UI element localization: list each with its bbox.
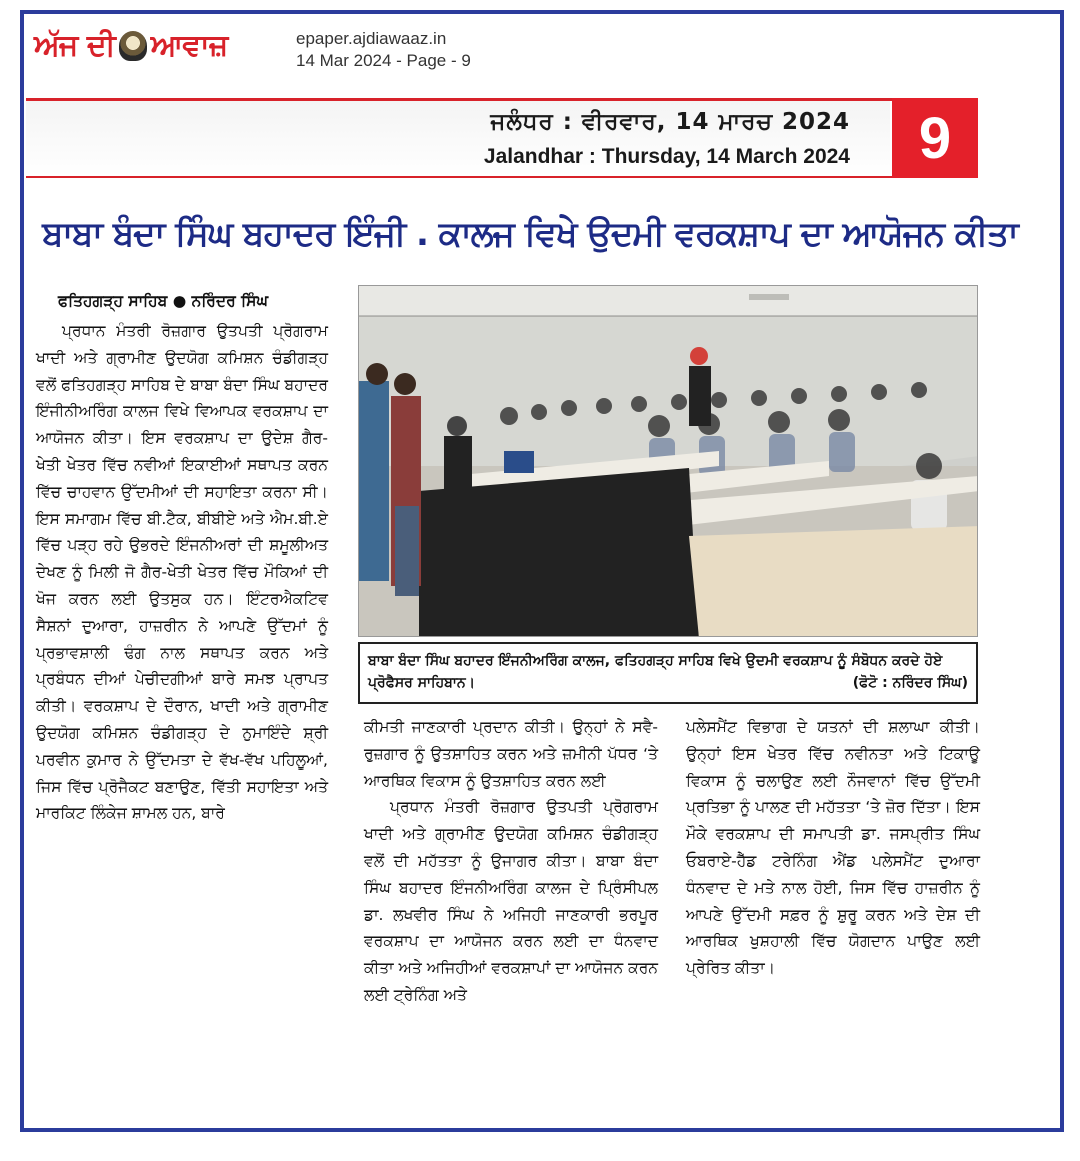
dateline-punjabi: ਜਲੰਧਰ : ਵੀਰਵਾਰ, 14 ਮਾਰਚ 2024	[490, 109, 850, 135]
column-2-text-b: ਪ੍ਰਧਾਨ ਮੰਤਰੀ ਰੋਜ਼ਗਾਰ ਉਤਪਤੀ ਪ੍ਰੋਗਰਾਮ ਖਾਦੀ ਅਤੇ ਗ੍ਰਾਮੀਣ ਉਦਯੋਗ ਕਮਿਸ਼ਨ ਚੰਡੀਗੜ੍ਹ ਵਲੋਂ ਦੀ ਮਹੱਤਤਾ ਨੂੰ ਉਜਾਗਰ ਕੀਤਾ। ਬਾਬਾ ਬੰਦਾ ਸਿੰਘ ਬਹਾਦਰ ਇੰਜਨੀਅਰਿੰਗ ਕਾਲਜ ਦੇ ਪ੍ਰਿੰਸੀਪਲ ਡਾ. ਲਖਵੀਰ ਸਿੰਘ ਨੇ ਅਜਿਹੀ ਜਾਣਕਾਰੀ ਭਰਪੂਰ ਵਰਕਸ਼ਾਪ ਦਾ ਆਯੋਜਨ ਕਰਨ ਲਈ ਦਾ ਧੰਨਵਾਦ ਕੀਤਾ ਅਤੇ ਅਜਿਹੀਆਂ ਵਰਕਸ਼ਾਪਾਂ ਦਾ ਆਯੋਜਨ ਕਰਨ ਲਈ ਟ੍ਰੇਨਿੰਗ ਅਤੇ	[364, 798, 658, 1004]
source-date: 14 Mar 2024 - Page - 9	[296, 51, 471, 70]
logo-text-right: ਆਵਾਜ਼	[150, 28, 228, 63]
dateline-band	[26, 98, 978, 178]
dateline-english: Jalandhar : Thursday, 14 March 2024	[483, 145, 850, 168]
newspaper-logo[interactable]	[34, 28, 227, 63]
logo-text-left: ਅੱਜ ਦੀ	[34, 28, 115, 63]
caption-text: ਬਾਬਾ ਬੰਦਾ ਸਿੰਘ ਬਹਾਦਰ ਇੰਜਨੀਅਰਿੰਗ ਕਾਲਜ, ਫਤਿਹਗੜ੍ਹ ਸਾਹਿਬ ਵਿਖੇ ਉਦਮੀ ਵਰਕਸ਼ਾਪ ਨੂੰ ਸੰਬੋਧਨ ਕਰਦੇ ਹੋਏ ਪ੍ਰੋਫੈਸਰ ਸਾਹਿਬਾਨ।	[368, 653, 943, 691]
page-number-badge: 9	[892, 98, 978, 178]
article-column-2	[364, 714, 658, 1009]
article-headline: ਬਾਬਾ ਬੰਦਾ ਸਿੰਘ ਬਹਾਦਰ ਇੰਜੀ . ਕਾਲਜ ਵਿਖੇ ਉਦਮੀ ਵਰਕਸ਼ਾਪ ਦਾ ਆਯੋਜਨ ਕੀਤਾ	[42, 214, 1018, 254]
source-url[interactable]: epaper.ajdiawaaz.in	[296, 29, 447, 48]
photo-credit: (ਫੋਟੋ : ਨਰਿੰਦਰ ਸਿੰਘ)	[852, 675, 968, 691]
photo-caption	[358, 642, 978, 704]
column-3-text: ਪਲੇਸਮੈਂਟ ਵਿਭਾਗ ਦੇ ਯਤਨਾਂ ਦੀ ਸ਼ਲਾਘਾ ਕੀਤੀ। ਉਨ੍ਹਾਂ ਇਸ ਖੇਤਰ ਵਿੱਚ ਨਵੀਨਤਾ ਅਤੇ ਟਿਕਾਊ ਵਿਕਾਸ ਨੂੰ ਚਲਾਉਣ ਲਈ ਨੌਜਵਾਨਾਂ ਵਿੱਚ ਉੱਦਮੀ ਪ੍ਰਤਿਭਾ ਨੂੰ ਪਾਲਣ ਦੀ ਮਹੱਤਤਾ ‘ਤੇ ਜ਼ੋਰ ਦਿੱਤਾ। ਇਸ ਮੌਕੇ ਵਰਕਸ਼ਾਪ ਦੀ ਸਮਾਪਤੀ ਡਾ. ਜਸਪ੍ਰੀਤ ਸਿੰਘ ਓਬਰਾਏ-ਹੈੱਡ ਟਰੇਨਿੰਗ ਐਂਡ ਪਲੇਸਮੈਂਟ ਦੁਆਰਾ ਧੰਨਵਾਦ ਦੇ ਮਤੇ ਨਾਲ ਹੋਈ, ਜਿਸ ਵਿੱਚ ਹਾਜ਼ਰੀਨ ਨੂੰ ਆਪਣੇ ਉੱਦਮੀ ਸਫ਼ਰ ਨੂੰ ਸ਼ੁਰੂ ਕਰਨ ਅਤੇ ਦੇਸ਼ ਦੀ ਆਰਥਿਕ ਖੁਸ਼ਹਾਲੀ ਵਿੱਚ ਯੋਗਦਾਨ ਪਾਉਣ ਲਈ ਪ੍ਰੇਰਿਤ ਕੀਤਾ।	[686, 718, 980, 978]
article-byline: ਫਤਿਹਗੜ੍ਹ ਸਾਹਿਬ ● ਨਰਿੰਦਰ ਸਿੰਘ	[58, 292, 269, 310]
classroom-photo-illustration	[359, 286, 978, 637]
article-column-3	[686, 714, 980, 982]
bird-emblem-icon	[119, 31, 147, 61]
column-2-text-a: ਕੀਮਤੀ ਜਾਣਕਾਰੀ ਪ੍ਰਦਾਨ ਕੀਤੀ। ਉਨ੍ਹਾਂ ਨੇ ਸਵੈ-ਰੁਜ਼ਗਾਰ ਨੂੰ ਉਤਸ਼ਾਹਿਤ ਕਰਨ ਅਤੇ ਜ਼ਮੀਨੀ ਪੱਧਰ ‘ਤੇ ਆਰਥਿਕ ਵਿਕਾਸ ਨੂੰ ਉਤਸ਼ਾਹਿਤ ਕਰਨ ਲਈ	[364, 718, 658, 790]
column-1-text: ਪ੍ਰਧਾਨ ਮੰਤਰੀ ਰੋਜ਼ਗਾਰ ਉਤਪਤੀ ਪ੍ਰੋਗਰਾਮ ਖਾਦੀ ਅਤੇ ਗ੍ਰਾਮੀਣ ਉਦਯੋਗ ਕਮਿਸ਼ਨ ਚੰਡੀਗੜ੍ਹ ਵਲੋਂ ਫਤਿਹਗੜ੍ਹ ਸਾਹਿਬ ਦੇ ਬਾਬਾ ਬੰਦਾ ਸਿੰਘ ਬਹਾਦਰ ਇੰਜੀਨੀਅਰਿੰਗ ਕਾਲਜ ਵਿਖੇ ਵਿਆਪਕ ਵਰਕਸ਼ਾਪ ਦਾ ਆਯੋਜਨ ਕੀਤਾ। ਇਸ ਵਰਕਸ਼ਾਪ ਦਾ ਉਦੇਸ਼ ਗੈਰ-ਖੇਤੀ ਖੇਤਰ ਵਿੱਚ ਨਵੀਆਂ ਇਕਾਈਆਂ ਸਥਾਪਤ ਕਰਨ ਵਿੱਚ ਚਾਹਵਾਨ ਉੱਦਮੀਆਂ ਦੀ ਸਹਾਇਤਾ ਕਰਨਾ ਸੀ। ਇਸ ਸਮਾਗਮ ਵਿੱਚ ਬੀ.ਟੈਕ, ਬੀਬੀਏ ਅਤੇ ਐਮ.ਬੀ.ਏ ਵਿੱਚ ਪੜ੍ਹ ਰਹੇ ਉਭਰਦੇ ਇੰਜਨੀਅਰਾਂ ਦੀ ਸ਼ਮੂਲੀਅਤ ਦੇਖਣ ਨੂੰ ਮਿਲੀ ਜੋ ਗੈਰ-ਖੇਤੀ ਖੇਤਰ ਵਿੱਚ ਮੌਕਿਆਂ ਦੀ ਖੋਜ ਕਰਨ ਲਈ ਉਤਸੁਕ ਹਨ। ਇੰਟਰਐਕਟਿਵ ਸੈਸ਼ਨਾਂ ਦੁਆਰਾ, ਹਾਜ਼ਰੀਨ ਨੇ ਆਪਣੇ ਉੱਦਮਾਂ ਨੂੰ ਪ੍ਰਭਾਵਸ਼ਾਲੀ ਢੰਗ ਨਾਲ ਸਥਾਪਤ ਕਰਨ ਅਤੇ ਪ੍ਰਬੰਧਨ ਦੀਆਂ ਪੇਚੀਦਗੀਆਂ ਬਾਰੇ ਸਮਝ ਪ੍ਰਾਪਤ ਕੀਤੀ। ਵਰਕਸ਼ਾਪ ਦੇ ਦੌਰਾਨ, ਖਾਦੀ ਅਤੇ ਗ੍ਰਾਮੀਣ ਉਦਯੋਗ ਕਮਿਸ਼ਨ ਚੰਡੀਗੜ੍ਹ ਦੇ ਨੁਮਾਇੰਦੇ ਸ਼੍ਰੀ ਪਰਵੀਨ ਕੁਮਾਰ ਨੇ ਉੱਦਮਤਾ ਦੇ ਵੱਖ-ਵੱਖ ਪਹਿਲੂਆਂ, ਜਿਸ ਵਿੱਚ ਪ੍ਰੋਜੈਕਟ ਬਣਾਉਣ, ਵਿੱਤੀ ਸਹਾਇਤਾ ਅਤੇ ਮਾਰਕਿਟ ਲਿੰਕੇਜ ਸ਼ਾਮਲ ਹਨ, ਬਾਰੇ	[36, 322, 328, 823]
article-photo	[358, 285, 978, 637]
article-column-1	[36, 318, 328, 827]
source-info	[296, 28, 471, 72]
masthead	[24, 14, 1060, 84]
